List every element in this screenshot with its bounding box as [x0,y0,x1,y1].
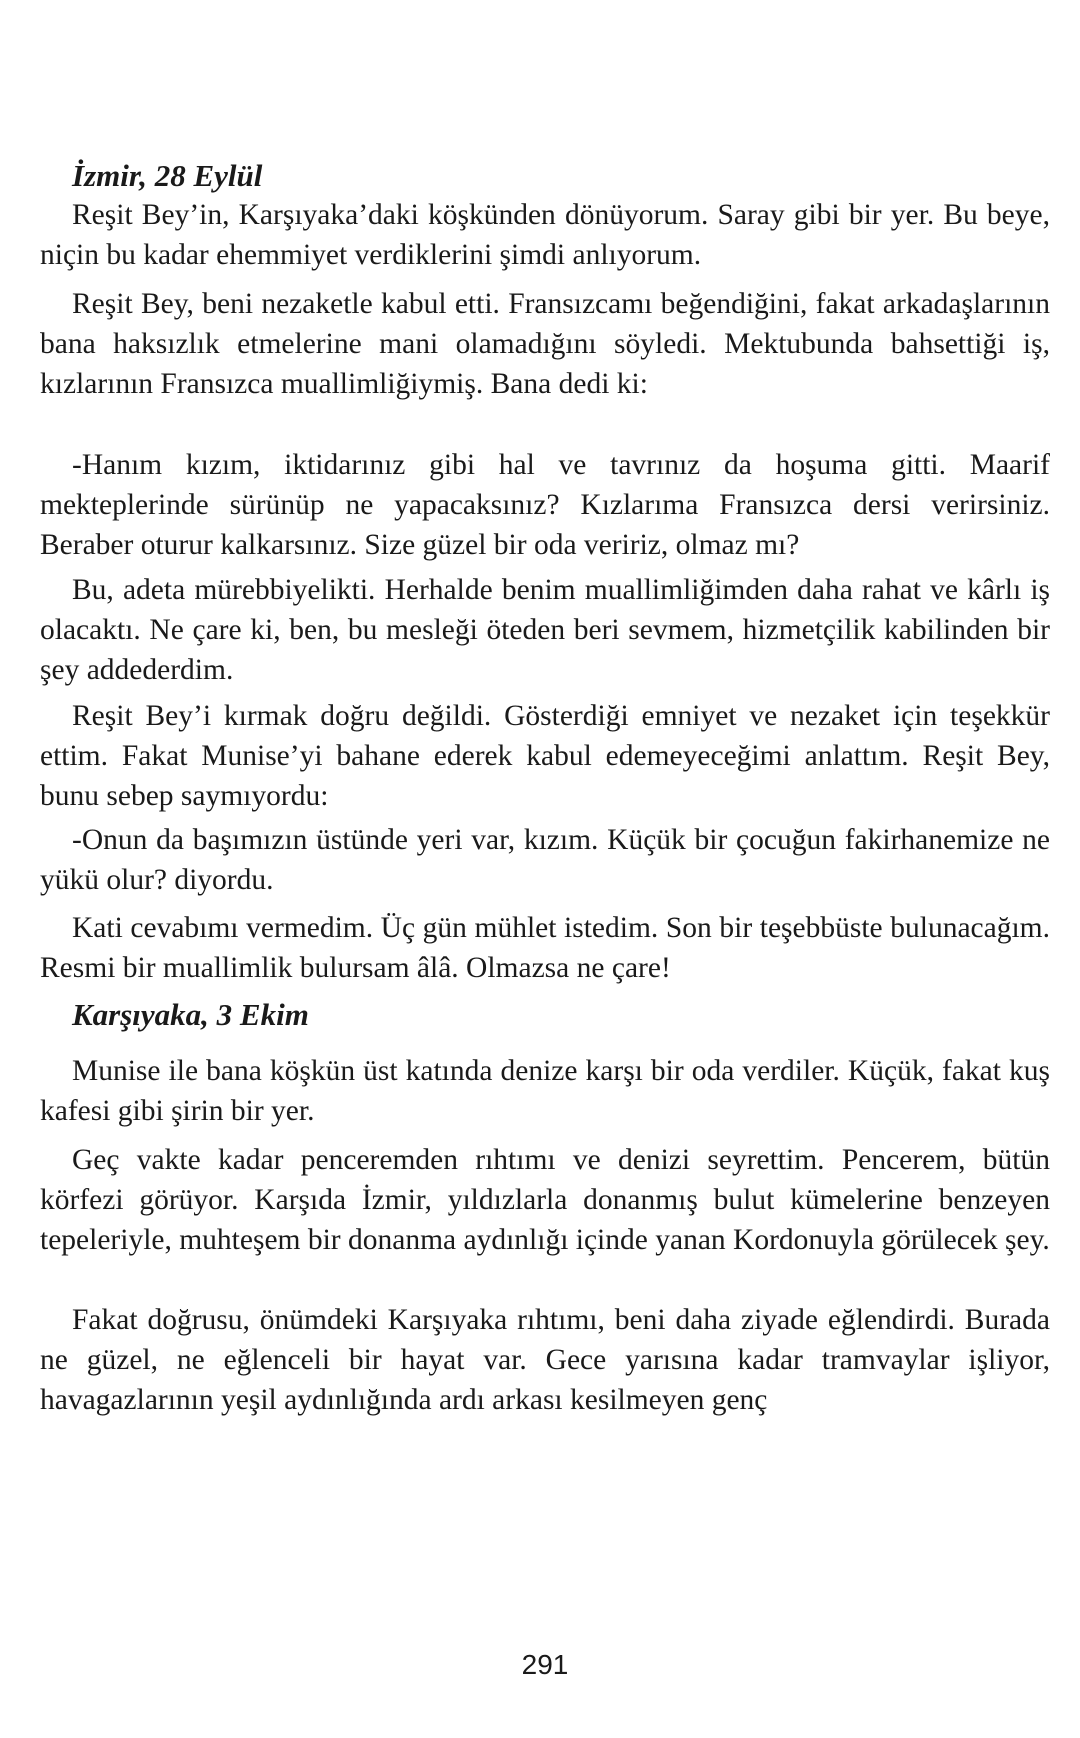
section-heading-karsiyaka: Karşıyaka, 3 Ekim [72,997,309,1032]
paragraph: -Onun da başımızın üstünde yeri var, kızım. Küçük bir çocuğun fakirhanemize ne yükü olur? diyordu. [40,824,1050,896]
paragraph: Munise ile bana köşkün üst katında denize karşı bir oda verdiler. Küçük, fakat kuş kafesi gibi şirin bir yer. [40,1055,1050,1127]
paragraph: -Hanım kızım, iktidarınız gibi hal ve tavrınız da hoşuma gitti. Maarif mekteplerinde sürünüp ne yapacaksınız? Kızlarıma Fransızca dersi verirsiniz. Beraber oturur kalkarsınız. Size güzel bir oda veririz, olmaz mı? [40,449,1050,561]
paragraph: Reşit Bey’in, Karşıyaka’daki köşkünden dönüyorum. Saray gibi bir yer. Bu beye, niçin bu kadar ehemmiyet verdiklerini şimdi anlıyorum. [40,199,1050,271]
paragraph: Fakat doğrusu, önümdeki Karşıyaka rıhtımı, beni daha ziyade eğlendirdi. Burada ne güzel, ne eğlenceli bir hayat var. Gece yarısına kadar tramvaylar işliyor, havagazlarının yeşil aydınlığında ardı arkası kesilmeyen genç [40,1304,1050,1416]
page-number: 291 [521,1649,569,1680]
paragraph: Reşit Bey, beni nezaketle kabul etti. Fransızcamı beğendiğini, fakat arkadaşlarının bana haksızlık etmelerine mani olamadığını söyledi. Mektubunda bahsettiği iş, kızlarının Fransızca muallimliğiymiş. Bana dedi ki: [40,288,1050,400]
paragraph: Kati cevabımı vermedim. Üç gün mühlet istedim. Son bir teşebbüste bulunacağım. Resmi bir muallimlik bulursam âlâ. Olmazsa ne çare! [40,912,1050,984]
book-page [40,0,1050,1738]
paragraph: Reşit Bey’i kırmak doğru değildi. Gösterdiği emniyet ve nezaket için teşekkür ettim. Fakat Munise’yi bahane ederek kabul edemeyeceğimi anlattım. Reşit Bey, bunu sebep saymıyordu: [40,700,1050,812]
section-heading-izmir: İzmir, 28 Eylül [72,158,263,193]
paragraph: Bu, adeta mürebbiyelikti. Herhalde benim muallimliğimden daha rahat ve kârlı iş olacaktı. Ne çare ki, ben, bu mesleği öteden beri sevmem, hizmetçilik kabilinden bir şey addederdim. [40,574,1050,686]
paragraph: Geç vakte kadar penceremden rıhtımı ve denizi seyrettim. Pencerem, bütün körfezi görüyor. Karşıda İzmir, yıldızlarla donanmış bulut kümelerine benzeyen tepeleriyle, muhteşem bir donanma aydınlığı içinde yanan Kordonuyla görülecek şey. [40,1144,1050,1256]
